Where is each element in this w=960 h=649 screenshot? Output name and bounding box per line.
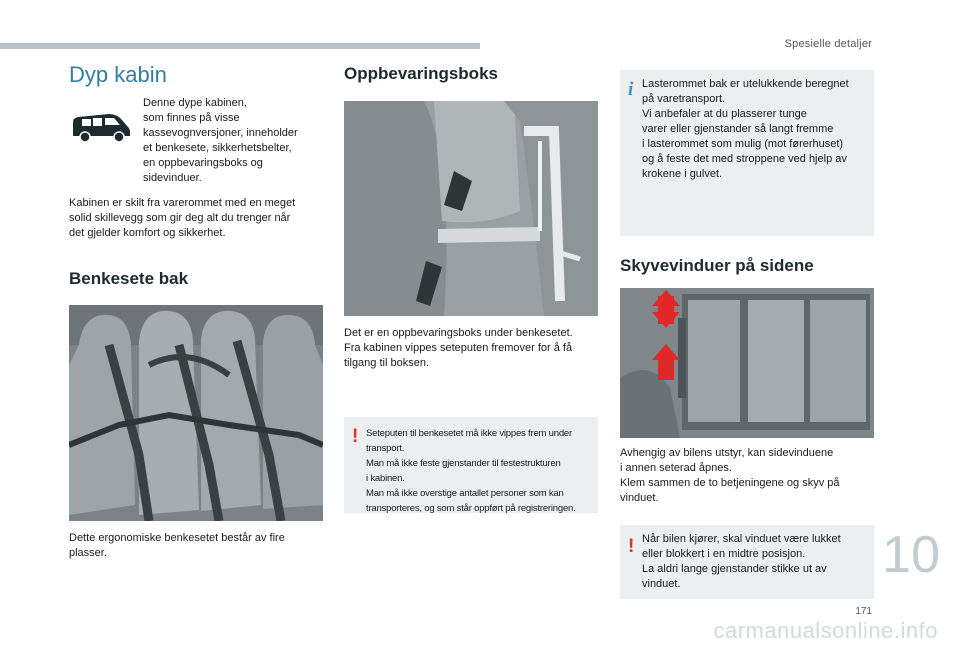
intro-line: som finnes på visse [143,112,240,124]
warning-line: i kabinen. [366,473,405,484]
warning-line: transport. [366,443,405,454]
intro-text [143,96,315,186]
body-line: Kabinen er skilt fra varerommet med en meget [69,197,296,209]
warning-line: La aldri lange gjenstander stikke ut av [642,563,827,575]
info-icon: i [628,79,634,100]
bench-caption [69,531,323,561]
info-line: krokene i gulvet. [642,168,723,180]
body-line: tilgang til boksen. [344,357,429,369]
header-bar [0,43,480,49]
column-windows [620,70,874,599]
info-line: og å feste det med stroppene ved hjelp av [642,153,847,165]
intro-line: et benkesete, sikkerhetsbelter, [143,142,292,154]
warning-line: vinduet. [642,578,681,590]
warning-icon: ! [628,536,635,557]
caption-line: Dette ergonomiske benkesetet består av fire [69,532,285,544]
body-line: det gjelder komfort og sikkerhet. [69,227,226,239]
warning-line: Når bilen kjører, skal vinduet være lukket [642,533,841,545]
body-line: i annen seterad åpnes. [620,462,732,474]
storage-heading: Oppbevaringsboks [344,64,498,83]
info-line: på varetransport. [642,93,726,105]
body-line: solid skillevegg som gir deg alt du trenger når [69,212,291,224]
intro-row [69,96,323,186]
storage-warning-box [344,417,598,513]
storage-description [344,326,598,371]
body-line: Avhengig av bilens utstyr, kan sidevinduene [620,447,834,459]
bench-heading: Benkesete bak [69,269,189,288]
storage-box-photo [344,101,598,316]
van-icon [69,110,133,144]
column-storage-box [344,64,598,513]
body-line: Klem sammen de to betjeningene og skyv på [620,477,840,489]
column-deep-cab [69,62,323,561]
warning-line: eller blokkert i en midtre posisjon. [642,548,806,560]
warning-line: Man må ikke feste gjenstander til festestrukturen [366,458,561,469]
section-label: Spesielle detaljer [784,38,872,50]
cab-description [69,196,323,241]
info-line: Vi anbefaler at du plasserer tunge [642,108,807,120]
windows-warning-box [620,525,874,599]
cargo-info-box [620,70,874,236]
body-line: vinduet. [620,492,659,504]
windows-description [620,446,874,506]
deep-cab-title: Dyp kabin [69,62,167,87]
warning-line: Seteputen til benkesetet må ikke vippes frem under [366,428,572,439]
info-line: i lasterommet som mulig (mot førerhuset) [642,138,844,150]
watermark: carmanualsonline.info [713,618,938,643]
warning-line: transporteres, og som står oppført på registreringen. [366,503,576,514]
chapter-number: 10 [882,526,940,584]
info-line: Lasterommet bak er utelukkende beregnet [642,78,849,90]
body-line: Fra kabinen vippes seteputen fremover for å få [344,342,573,354]
sliding-window-photo [620,288,874,438]
warning-icon: ! [352,426,359,447]
bench-seat-photo [69,305,323,521]
windows-heading: Skyvevinduer på sidene [620,256,814,275]
info-line: varer eller gjenstander så langt fremme [642,123,834,135]
body-line: Det er en oppbevaringsboks under benkesetet. [344,327,573,339]
page-number: 171 [855,606,872,617]
intro-line: kassevognversjoner, inneholder [143,127,298,139]
intro-line: sidevinduer. [143,172,202,184]
warning-line: Man må ikke overstige antallet personer som kan [366,488,564,499]
intro-line: Denne dype kabinen, [143,97,247,109]
intro-line: en oppbevaringsboks og [143,157,263,169]
caption-line: plasser. [69,547,107,559]
